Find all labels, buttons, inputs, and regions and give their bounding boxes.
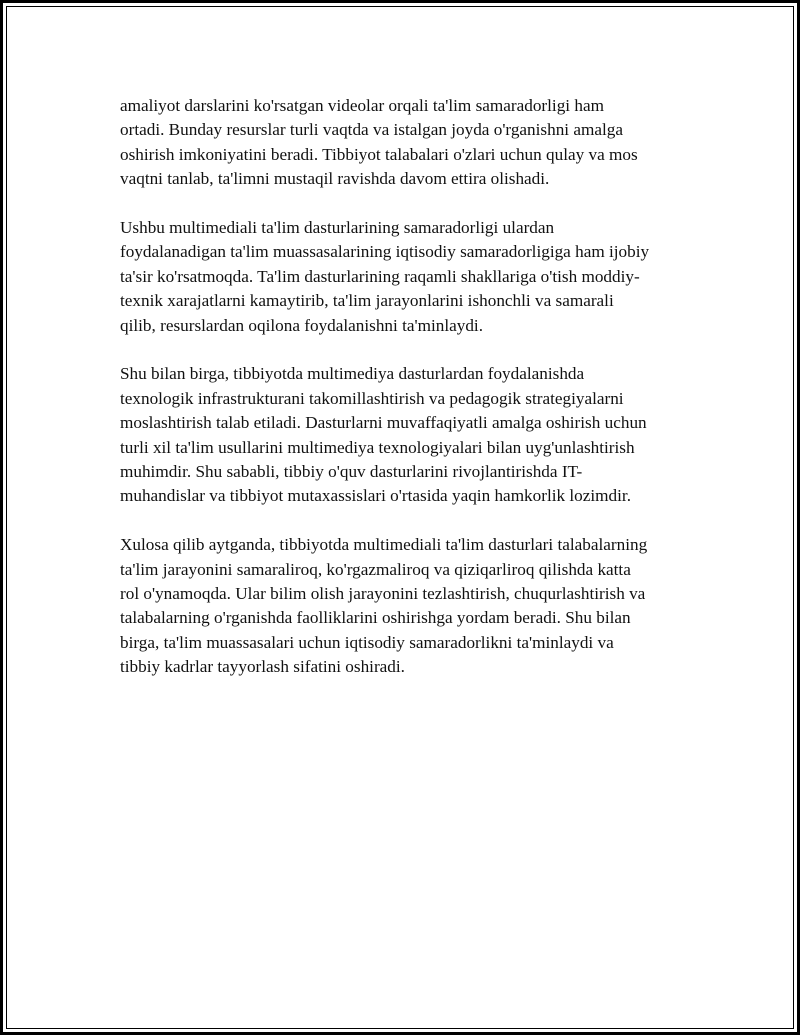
text-line: moslashtirish talab etiladi. Dasturlarni muvaffaqiyatli amalga oshirish uchun — [120, 413, 647, 433]
paragraph — [120, 216, 695, 338]
text-line: ta'sir ko'rsatmoqda. Ta'lim dasturlarining raqamli shakllariga o'tish moddiy- — [120, 266, 640, 286]
text-line: muhandislar va tibbiyot mutaxassislari o'rtasida yaqin hamkorlik lozimdir. — [120, 486, 631, 506]
text-line: ortadi. Bunday resurslar turli vaqtda va istalgan joyda o'rganishni amalga — [120, 120, 623, 140]
paragraph — [120, 94, 695, 192]
text-line: amaliyot darslarini ko'rsatgan videolar orqali ta'lim samaradorligi ham — [120, 96, 604, 115]
paragraph — [120, 362, 695, 508]
text-line: foydalanadigan ta'lim muassasalarining iqtisodiy samaradorligiga ham ijobiy — [120, 242, 650, 262]
text-line: turli xil ta'lim usullarini multimediya texnologiyalari bilan uyg'unlashtirish — [120, 437, 635, 457]
text-line: qilib, resurslardan oqilona foydalanishni ta'minlaydi. — [120, 315, 484, 335]
text-line: vaqtni tanlab, ta'limni mustaqil ravishda davom ettira olishadi. — [120, 169, 550, 189]
text-line: ta'lim jarayonini samaraliroq, ko'rgazmaliroq va qiziqarliroq qilishda katta — [120, 559, 631, 579]
text-line: tibbiy kadrlar tayyorlash sifatini oshiradi. — [120, 657, 405, 677]
text-line: texnologik infrastrukturani takomillashtirish va pedagogik strategiyalarni — [120, 388, 624, 408]
text-line: Shu bilan birga, tibbiyotda multimediya dasturlardan foydalanishda — [120, 364, 585, 384]
text-line: talabalarning o'rganishda faolliklarini oshirishga yordam beradi. Shu bilan — [120, 608, 631, 628]
text-line: muhimdir. Shu sababli, tibbiy o'quv dasturlarini rivojlantirishda IT- — [120, 462, 583, 482]
text-line: texnik xarajatlarni kamaytirib, ta'lim jarayonlarini ishonchli va samarali — [120, 291, 614, 311]
document-body — [120, 94, 695, 704]
text-line: oshirish imkoniyatini beradi. Tibbiyot talabalari o'zlari uchun qulay va mos — [120, 144, 638, 164]
text-line: birga, ta'lim muassasalari uchun iqtisodiy samaradorlikni ta'minlaydi va — [120, 632, 614, 652]
text-line: rol o'ynamoqda. Ular bilim olish jarayonini tezlashtirish, chuqurlashtirish va — [120, 584, 646, 604]
paragraph — [120, 533, 695, 679]
text-line: Xulosa qilib aytganda, tibbiyotda multimediali ta'lim dasturlari talabalarning — [120, 535, 648, 555]
text-line: Ushbu multimediali ta'lim dasturlarining samaradorligi ulardan — [120, 218, 555, 238]
